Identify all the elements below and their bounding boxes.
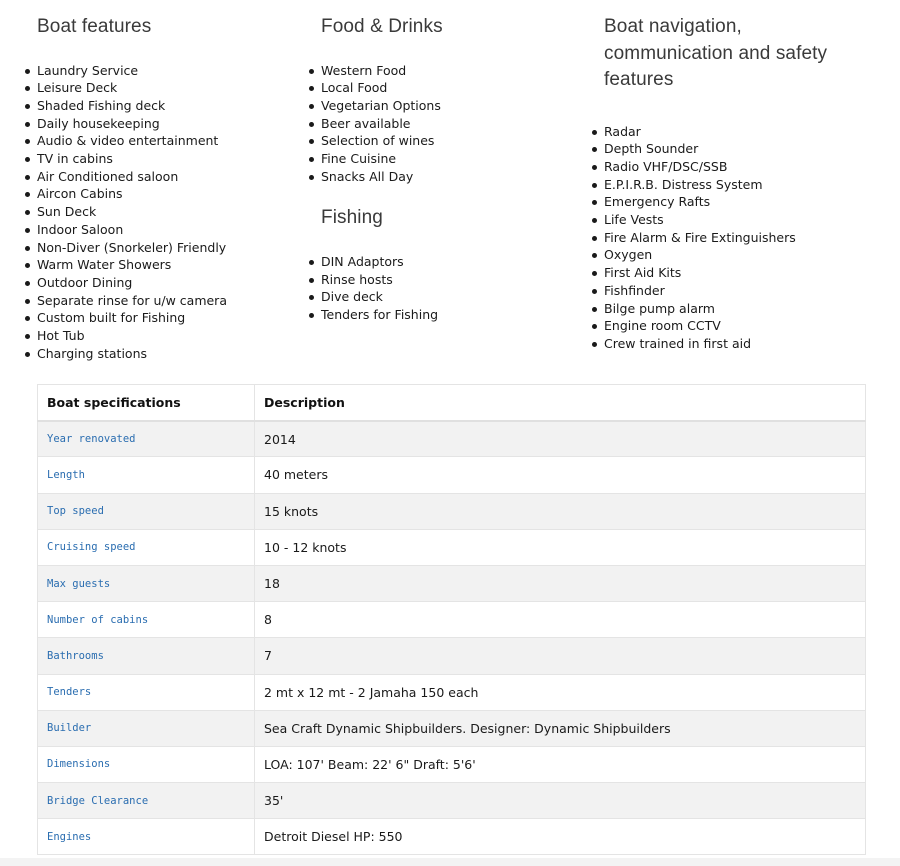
spec-key: Tenders	[38, 674, 255, 710]
spec-value: 2014	[255, 421, 866, 457]
spec-value: 2 mt x 12 mt - 2 Jamaha 150 each	[255, 674, 866, 710]
navigation-heading-line: Boat navigation,	[604, 16, 742, 37]
table-row	[38, 710, 866, 746]
list-item: Selection of wines	[321, 132, 581, 150]
spec-value: 40 meters	[255, 457, 866, 493]
list-item: Depth Sounder	[604, 140, 894, 158]
list-item: Vegetarian Options	[321, 97, 581, 115]
list-item: Life Vests	[604, 211, 894, 229]
navigation-heading-line: features	[604, 69, 674, 90]
spec-value: 15 knots	[255, 493, 866, 529]
list-item: Oxygen	[604, 246, 894, 264]
list-item: Shaded Fishing deck	[37, 97, 297, 115]
list-item: Separate rinse for u/w camera	[37, 292, 297, 310]
list-item: TV in cabins	[37, 150, 297, 168]
list-item: Local Food	[321, 79, 581, 97]
table-row	[38, 493, 866, 529]
list-item: Western Food	[321, 62, 581, 80]
table-row	[38, 674, 866, 710]
page-bottom-divider	[0, 858, 900, 866]
list-item: Audio & video entertainment	[37, 132, 297, 150]
navigation-list	[604, 123, 894, 353]
list-item: Rinse hosts	[321, 271, 581, 289]
list-item: Air Conditioned saloon	[37, 168, 297, 186]
column-header: Description	[255, 385, 866, 421]
list-item: Beer available	[321, 115, 581, 133]
list-item: Leisure Deck	[37, 79, 297, 97]
fishing-heading: Fishing	[321, 207, 383, 229]
table-row	[38, 746, 866, 782]
list-item: Bilge pump alarm	[604, 300, 894, 318]
list-item: Warm Water Showers	[37, 256, 297, 274]
spec-value: 35'	[255, 783, 866, 819]
spec-value: 18	[255, 565, 866, 601]
spec-value: 8	[255, 602, 866, 638]
spec-value: 10 - 12 knots	[255, 529, 866, 565]
fishing-list	[321, 253, 581, 324]
list-item: Custom built for Fishing	[37, 309, 297, 327]
navigation-heading-line: communication and safety	[604, 42, 828, 64]
spec-key: Bridge Clearance	[38, 783, 255, 819]
spec-value: 7	[255, 638, 866, 674]
boat-features-list	[37, 62, 297, 363]
table-row	[38, 565, 866, 601]
list-item: Radar	[604, 123, 894, 141]
spec-key: Bathrooms	[38, 638, 255, 674]
food-fishing-column	[321, 14, 581, 324]
food-drinks-list	[321, 62, 581, 186]
spec-value: Sea Craft Dynamic Shipbuilders. Designer: Dynamic Shipbuilders	[255, 710, 866, 746]
list-item: First Aid Kits	[604, 264, 894, 282]
spec-key: Dimensions	[38, 746, 255, 782]
table-row	[38, 529, 866, 565]
list-item: Non-Diver (Snorkeler) Friendly	[37, 239, 297, 257]
table-row	[38, 638, 866, 674]
spec-value: LOA: 107' Beam: 22' 6" Draft: 5'6'	[255, 746, 866, 782]
list-item: Daily housekeeping	[37, 115, 297, 133]
list-item: Engine room CCTV	[604, 317, 894, 335]
list-item: Snacks All Day	[321, 168, 581, 186]
list-item: Laundry Service	[37, 62, 297, 80]
boat-features-column	[37, 14, 297, 362]
column-header: Boat specifications	[38, 385, 255, 421]
list-item: Fine Cuisine	[321, 150, 581, 168]
spec-key: Cruising speed	[38, 529, 255, 565]
list-item: E.P.I.R.B. Distress System	[604, 176, 894, 194]
spec-key: Year renovated	[38, 421, 255, 457]
table-row	[38, 819, 866, 855]
list-item: Aircon Cabins	[37, 185, 297, 203]
navigation-safety-column	[604, 14, 894, 353]
spec-value: Detroit Diesel HP: 550	[255, 819, 866, 855]
list-item: Indoor Saloon	[37, 221, 297, 239]
list-item: Crew trained in first aid	[604, 335, 894, 353]
list-item: Fire Alarm & Fire Extinguishers	[604, 229, 894, 247]
spec-key: Length	[38, 457, 255, 493]
specifications-section	[37, 384, 866, 855]
table-row	[38, 783, 866, 819]
list-item: Fishfinder	[604, 282, 894, 300]
specifications-table	[37, 384, 866, 855]
spec-key: Engines	[38, 819, 255, 855]
food-drinks-heading: Food & Drinks	[321, 16, 443, 37]
table-row	[38, 457, 866, 493]
features-section	[0, 0, 900, 380]
table-row	[38, 421, 866, 457]
list-item: Dive deck	[321, 288, 581, 306]
spec-key: Top speed	[38, 493, 255, 529]
list-item: Tenders for Fishing	[321, 306, 581, 324]
list-item: Emergency Rafts	[604, 193, 894, 211]
list-item: DIN Adaptors	[321, 253, 581, 271]
spec-key: Number of cabins	[38, 602, 255, 638]
spec-key: Builder	[38, 710, 255, 746]
table-header-row	[38, 385, 866, 421]
list-item: Outdoor Dining	[37, 274, 297, 292]
list-item: Radio VHF/DSC/SSB	[604, 158, 894, 176]
navigation-heading	[604, 14, 894, 94]
table-row	[38, 602, 866, 638]
boat-features-heading: Boat features	[37, 16, 152, 37]
list-item: Charging stations	[37, 345, 297, 363]
list-item: Hot Tub	[37, 327, 297, 345]
spec-key: Max guests	[38, 565, 255, 601]
list-item: Sun Deck	[37, 203, 297, 221]
